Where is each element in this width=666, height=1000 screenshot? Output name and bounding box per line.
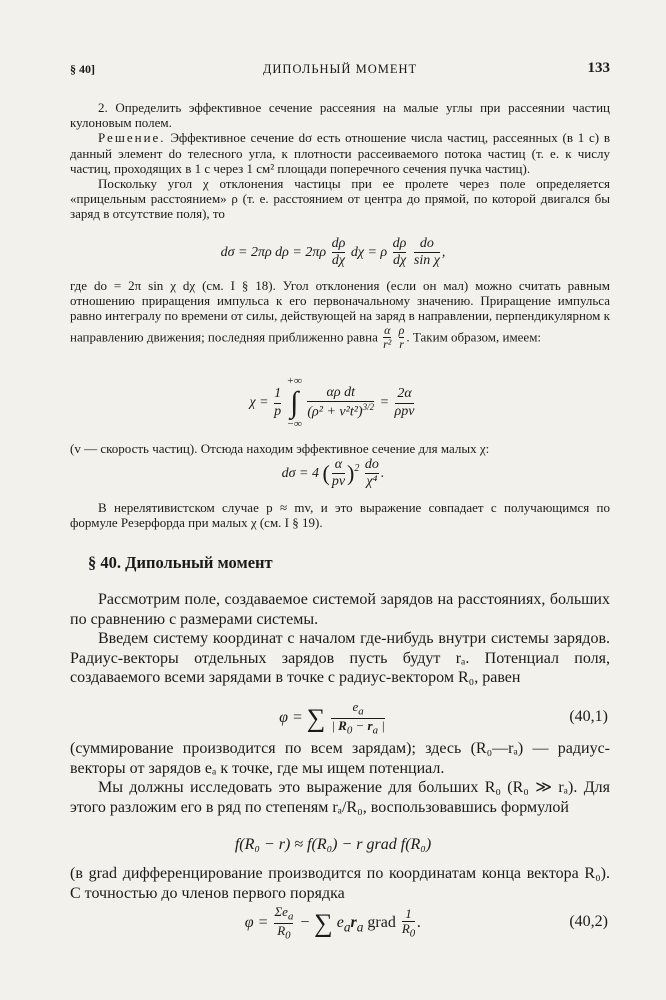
formula-small-angle-sigma: dσ = 4 ( $\frac{\alpha}{pv}$ )$^2$ $\frac{do}{\text{χ⁴}}$ . [281,457,385,490]
section-paragraph-5: (в grad дифференцирование производится по координатам конца вектора R₀). С точностью до членов первого порядка [70,865,610,902]
formula-40-1: φ = ∑ $\frac{e_a}{| R_0 - r_a |}$ (40,1) [279,699,608,737]
section-paragraph-1: Рассмотрим поле, создаваемое системой зарядов на расстояниях, больших по сравнению с размерами системы. [70,591,610,628]
section-paragraph-2: Введем систему координат с началом где-нибудь внутри системы зарядов. Радиус-векторы отдельных зарядов пусть будут rₐ. Потенциал поля, создаваемого всеми зарядами в точке с радиус-вектором R₀, равен [70,630,610,687]
running-header [70,62,610,82]
problem-p3a: где do = 2π sin χ dχ (см. I § 18). Угол отклонения (если он мал) можно считать равным отношению приращения импульса к его первоначальному значению. Приращение импульса равно интегралу по времени от силы, действующей на заряд в направлении, перпендикулярном к направлению движения; последняя приближенно равна [70,278,610,344]
problem-paragraph-2: Поскольку угол χ отклонения частицы при ее пролете через поле определяется «прицельным расстоянием» ρ (т. е. расстоянием от центра до прямой, по которой двигался бы заряд в отсутствие поля), то [70,176,610,222]
problem-solution [70,130,610,176]
solution-text: Эффективное сечение dσ есть отношение числа частиц, рассеянных (в 1 с) в данный элемент do телесного угла, к плотности рассеиваемого потока частиц (т. е. к числу частиц, проходящих в 1 с через 1 см² площади поперечного сечения пучка частиц). [70,130,611,176]
equation-number-40-1: (40,1) [569,708,608,725]
section-body-1 [70,590,610,688]
solution-label: Решение. [98,130,166,146]
formula-40-2: φ = $\frac{\Sigma e_a}{R_0}$ − ∑ $e_ar_a$ grad $\frac{1}{R_0}$ . (40,2) [244,904,608,942]
problem-paragraph-5: В нерелятивистском случае p ≈ mv, и это выражение совпадает с получающимся по формуле Резерфорда при малых χ (см. I § 19). [70,500,610,531]
formula-chi-integral: χ = $\frac{1}{p}$ +∞ ∫ −∞ $\frac{\text{αρ dt}}{(\rho^2 + v^2t^2)^{3/2}}$ = $\frac{2\alpha}{\text{ρpv}}$ [249,375,415,430]
formula-dsigma: dσ = 2πρ dρ = 2πρ $\frac{d\rho}{d\chi}$ dχ = ρ $\frac{d\rho}{d\chi}$ $\frac{do}{\text{sin χ}}$ , [220,236,446,269]
problem-block [70,100,610,222]
header-section-ref: § 40] [70,62,95,76]
section-paragraph-4: Мы должны исследовать это выражение для больших R₀ (R₀ ≫ rₐ). Для этого разложим его в ряд по степеням rₐ/R₀, воспользовавшись формулой [70,779,610,816]
problem-paragraph-3: где do = 2π sin χ dχ (см. I § 18). Угол отклонения (если он мал) можно считать равным отношению приращения импульса к его первоначальному значению. Приращение импульса равно интегралу по времени от силы, действующей на заряд в направлении, перпендикулярном к направлению движения; последняя приближенно равна $\frac{\alpha}{\text{r²}}$ $\frac{\rho}{r}$ . Таким образом, имеем: [70,278,610,352]
header-title: ДИПОЛЬНЫЙ МОМЕНТ [262,62,418,76]
problem-p3b: Таким образом, имеем: [412,328,542,344]
section-body-2 [70,739,610,817]
problem-statement: 2. Определить эффективное сечение рассеяния на малые углы при рассеянии частиц кулоновым полем. [70,100,610,131]
section-heading: § 40. Дипольный момент [88,553,273,572]
equation-number-40-2: (40,2) [569,913,608,930]
page-number: 133 [587,60,610,76]
formula-taylor-expansion: f(R₀ − r) ≈ f(R₀) − r grad f(R₀) [234,836,432,853]
section-body-3 [70,864,610,903]
problem-paragraph-4: (v — скорость частиц). Отсюда находим эффективное сечение для малых χ: [70,441,490,456]
section-paragraph-3: (суммирование производится по всем зарядам); здесь (R₀—rₐ) — радиус-векторы от зарядов eₐ к точке, где мы ищем потенциал. [70,740,610,777]
